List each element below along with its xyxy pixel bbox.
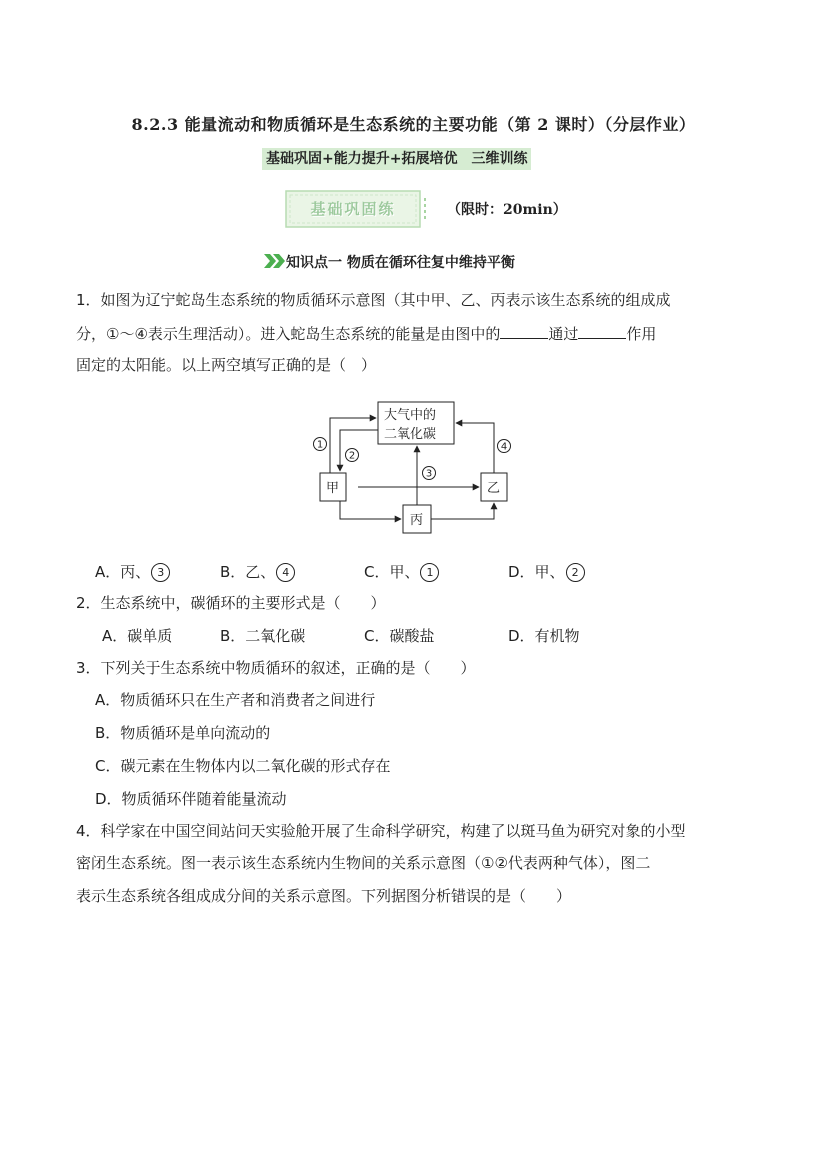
q1-blank-1 (500, 323, 548, 339)
badge-label: 基础巩固练 (310, 200, 396, 218)
q4-line3: 表示生态系统各组成成分间的关系示意图。下列据图分析错误的是（ ） (76, 887, 572, 905)
q1-option-c[interactable]: C．甲、 1 (364, 562, 439, 582)
q4-line1: 4．科学家在中国空间站问天实验舱开展了生命科学研究，构建了以斑马鱼为研究对象的小型 (76, 822, 686, 840)
q1-option-b[interactable]: B．乙、 4 (220, 562, 295, 582)
label-4: 4 (500, 441, 508, 453)
arrow-4 (456, 423, 494, 473)
q3-option-a[interactable]: A．物质循环只在生产者和消费者之间进行 (95, 691, 376, 709)
jia-label: 甲 (326, 481, 340, 496)
double-chevron-icon (264, 254, 286, 268)
q3-option-d[interactable]: D．物质循环伴随着能量流动 (95, 790, 287, 808)
q1-line2-text-c: 作用 (626, 325, 657, 343)
arrow-jia-bing (340, 501, 401, 519)
knowledge-point-title: 知识点一 物质在循环往复中维持平衡 (286, 255, 515, 271)
q2-option-c[interactable]: C．碳酸盐 (364, 627, 435, 645)
yi-label: 乙 (487, 481, 501, 496)
bing-label: 丙 (410, 513, 424, 528)
arrow-bing-yi (431, 503, 494, 519)
arrow-1 (330, 418, 376, 473)
q2-option-b[interactable]: B．二氧化碳 (220, 627, 306, 645)
q1-blank-2 (578, 323, 626, 339)
label-2: 2 (348, 450, 356, 462)
q1-option-d[interactable]: D．甲、 2 (508, 562, 585, 582)
label-1: 1 (316, 439, 324, 451)
q1-line3: 固定的太阳能。以上两空填写正确的是（ ） (76, 356, 377, 374)
atmosphere-label-1: 大气中的 (384, 408, 437, 423)
carbon-cycle-diagram (310, 398, 520, 538)
q2-option-a[interactable]: A．碳单质 (102, 627, 173, 645)
q3-stem: 3．下列关于生态系统中物质循环的叙述，正确的是（ ） (76, 659, 476, 677)
label-3: 3 (425, 468, 433, 480)
document-title: 8.2.3 能量流动和物质循环是生态系统的主要功能（第 2 课时）（分层作业） (131, 115, 696, 134)
q2-stem: 2．生态系统中，碳循环的主要形式是（ ） (76, 594, 386, 612)
q1-line2-text-b: 通过 (548, 325, 579, 343)
document-subtitle: 基础巩固+能力提升+拓展培优 三维训练 (262, 148, 531, 170)
atmosphere-label-2: 二氧化碳 (384, 427, 437, 442)
q4-line2: 密闭生态系统。图一表示该生态系统内生物间的关系示意图（①②代表两种气体），图二 (76, 854, 651, 872)
q3-option-c[interactable]: C．碳元素在生物体内以二氧化碳的形式存在 (95, 757, 391, 775)
q3-option-b[interactable]: B．物质循环是单向流动的 (95, 724, 271, 742)
q2-option-d[interactable]: D．有机物 (508, 627, 580, 645)
arrow-2 (340, 430, 378, 471)
q1-line2-text-a: 分，①～④表示生理活动）。进入蛇岛生态系统的能量是由图中的 (76, 325, 501, 343)
time-limit: （限时：20min） (447, 202, 567, 218)
q1-line2 (76, 323, 656, 344)
q1-option-a[interactable]: A．丙、 3 (95, 562, 170, 582)
q1-line1: 1．如图为辽宁蛇岛生态系统的物质循环示意图（其中甲、乙、丙表示该生态系统的组成成 (76, 291, 671, 309)
